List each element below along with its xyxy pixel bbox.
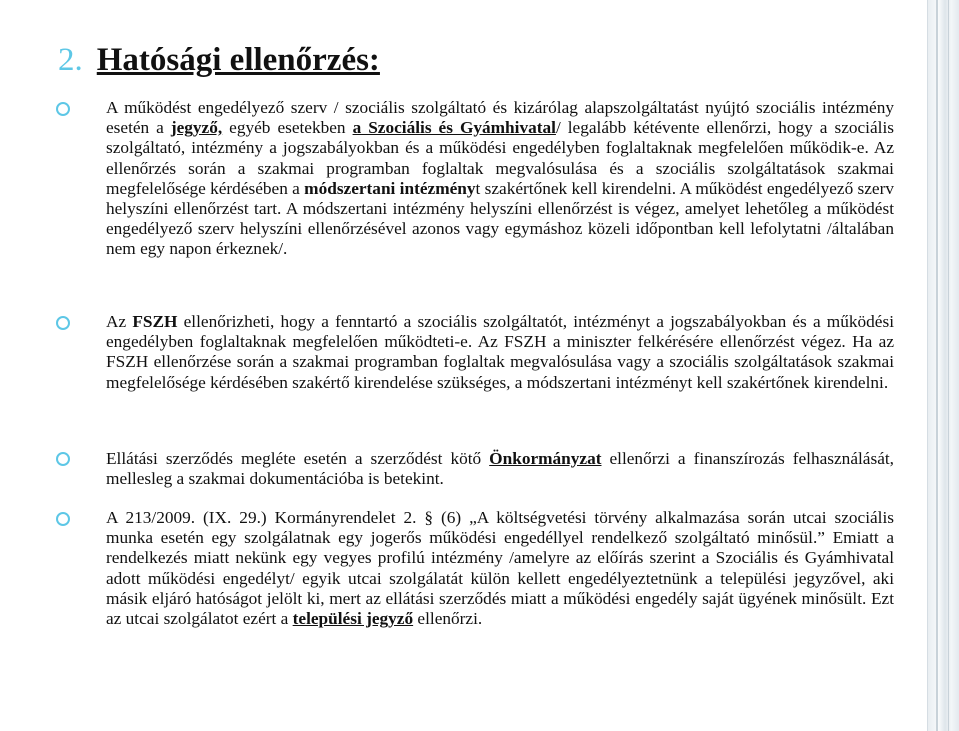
highlight-jegyzo: jegyző, — [170, 118, 223, 138]
slide-title — [58, 42, 380, 79]
highlight-telepulesi-jegyzo: települési jegyző — [292, 609, 414, 629]
bullet-circle-icon — [56, 102, 70, 116]
highlight-gyamhivatal: a Szociális és Gyámhivatal — [352, 118, 556, 138]
highlight-modszertani-intezmeny: módszertani intézmény — [304, 178, 476, 198]
highlight-onkormanyzat: Önkormányzat — [489, 449, 602, 468]
paragraph-1: A működést engedélyező szerv / szociális szolgáltató és kizárólag alapszolgáltatást nyújtó szociális intézmény esetén a jegyző, egyéb esetekben a Szociális és Gyámhivatal/ legalább kétévente ellenőrzi, hogy a szociális szolgáltató, intézmény a jogszabályokban és a működési engedélyben foglaltaknak megfelelően működik-e. Az ellenőrzés során a szakmai programban foglaltak megvalósulása és a szociális szolgáltatások szakmai megfelelősége kérdésében a módszertani intézményt szakértőnek kell kirendelni. A működést engedélyező szerv helyszíni ellenőrzést tart. A módszertani intézmény helyszíni ellenőrzést is végez, amelyet lehetőleg a működést engedélyező szerv helyszíni ellenőrzésével azonos vagy egymáshoz közeli időpontban kell lefolytatni /általában nem egy napon érkeznek/. — [106, 98, 894, 259]
slide-frame-decoration — [927, 0, 959, 731]
paragraph-4: A 213/2009. (IX. 29.) Kormányrendelet 2. § (6) „A költségvetési törvény alkalmazása során utcai szociális munka esetén egy szolgálatnak egy jogerős működési engedéllyel rendelkező szolgáltató minősül.” Emiatt a rendelkezés miatt nekünk egy vegyes profilú intézmény /amelyre az előírás szerint a Szociális és Gyámhivatal adott működési engedélyt/ egyik utcai szolgálatát külön kellett engedélyeztetnünk a települési jegyzővel, aki másik eljáró hatóságot jelölt ki, mert az ellátási szerződés miatt a működési engedély saját ügyének minősült. Ezt az utcai szolgálatot ezért a települési jegyző ellenőrzi. — [106, 508, 894, 629]
paragraph-2: Az FSZH ellenőrizheti, hogy a fenntartó a szociális szolgáltatót, intézményt a jogszabályokban és a működési engedélyben foglaltaknak megfelelően működteti-e. Az FSZH a miniszter felkérésére ellenőrzést végez. Ha az FSZH ellenőrzése során a szakmai programban foglaltak megvalósulása vagy a szociális szolgáltatások szakmai megfelelősége kérdésében szakértő kirendelése szükséges, a módszertani intézményt kell szakértőnek kirendelni. — [106, 312, 894, 392]
highlight-fszh: FSZH — [132, 312, 178, 331]
paragraph-3: Ellátási szerződés megléte esetén a szerződést kötő Önkormányzat ellenőrzi a finanszírozás felhasználását, mellesleg a szakmai dokumentációba is betekint. — [106, 449, 894, 489]
title-text: Hatósági ellenőrzés: — [96, 42, 380, 78]
title-number: 2. — [58, 42, 83, 78]
bullet-circle-icon — [56, 512, 70, 526]
bullet-circle-icon — [56, 452, 70, 466]
bullet-circle-icon — [56, 316, 70, 330]
